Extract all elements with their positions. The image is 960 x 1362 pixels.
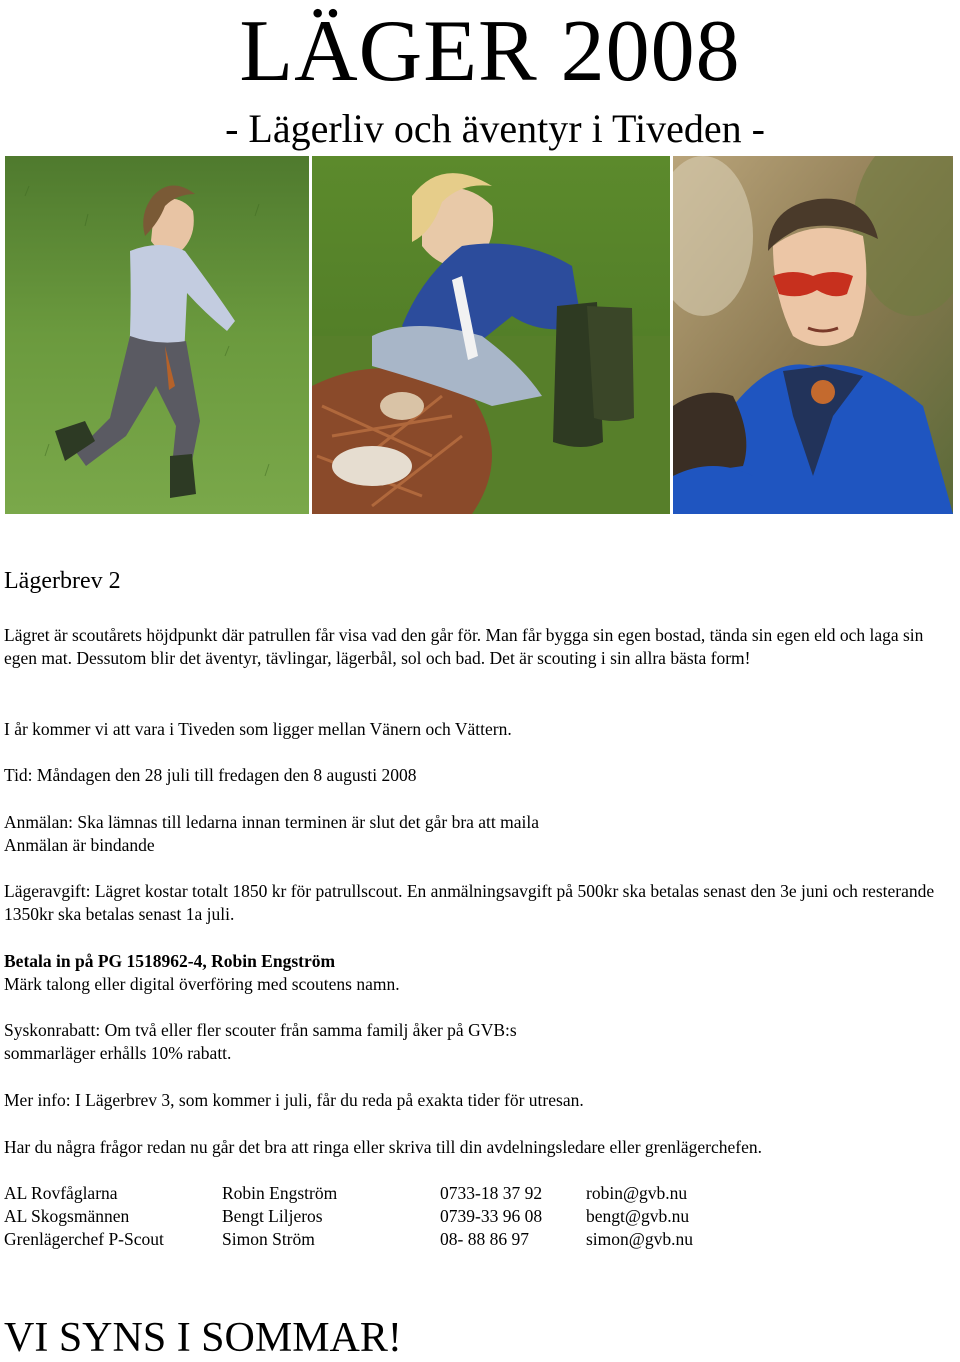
signup-line: Anmälan: Ska lämnas till ledarna innan terminen är slut det går bra att maila [4, 812, 540, 832]
time-paragraph: Tid: Måndagen den 28 juli till fredagen den 8 augusti 2008 [4, 765, 417, 785]
contact-row [4, 1205, 786, 1228]
contact-email: bengt@gvb.nu [586, 1206, 690, 1226]
payment-note: Märk talong eller digital överföring med scoutens namn. [4, 974, 400, 994]
contact-phone: 0733-18 37 92 [440, 1183, 543, 1203]
payment-instruction: Betala in på PG 1518962-4, Robin Engström [4, 951, 336, 971]
contact-list [4, 1182, 786, 1251]
contact-name: Bengt Liljeros [222, 1206, 323, 1226]
more-info-paragraph: Mer info: I Lägerbrev 3, som kommer i juli, får du reda på exakta tider för utresan. [4, 1090, 584, 1110]
signup-binding-line: Anmälan är bindande [4, 835, 155, 855]
letter-heading: Lägerbrev 2 [4, 568, 121, 594]
contact-email: robin@gvb.nu [586, 1183, 688, 1203]
contact-name: Simon Ström [222, 1229, 315, 1249]
scout-boy-sunglasses-photo [673, 156, 953, 514]
location-paragraph: I år kommer vi att vara i Tiveden som ligger mellan Vänern och Vättern. [4, 719, 512, 739]
contact-email: simon@gvb.nu [586, 1229, 694, 1249]
contact-name: Robin Engström [222, 1183, 338, 1203]
contact-role: AL Skogsmännen [4, 1206, 130, 1226]
running-girl-photo [5, 156, 309, 514]
intro-paragraph: Lägret är scoutårets höjdpunkt där patrullen får visa vad den går för. Man får bygga sin egen bostad, tända sin egen eld och laga sin egen mat. Dessutom blir det äventyr, tävlingar, lägerbål, sol och bad. Det är scouting i sin allra bästa form! [4, 625, 924, 668]
questions-paragraph: Har du några frågor redan nu går det bra att ringa eller skriva till din avdelningsledare eller grenlägerchefen. [4, 1137, 762, 1157]
page-subtitle: - Lägerliv och äventyr i Tiveden - [225, 106, 765, 151]
closing-line: VI SYNS I SOMMAR! [4, 1315, 402, 1361]
contact-phone: 08- 88 86 97 [440, 1229, 529, 1249]
contact-phone: 0739-33 96 08 [440, 1206, 543, 1226]
contact-row [4, 1228, 786, 1251]
page-title: LÄGER 2008 [239, 3, 741, 100]
contact-role: AL Rovfåglarna [4, 1183, 118, 1203]
contact-role: Grenlägerchef P-Scout [4, 1229, 164, 1249]
fee-paragraph: Lägeravgift: Lägret kostar totalt 1850 kr för patrullscout. En anmälningsavgift på 500kr ska betalas senast den 3e juni och resterande 1350kr ska betalas senast 1a juli. [4, 881, 935, 924]
contact-row [4, 1182, 786, 1205]
sibling-discount-line: Syskonrabatt: Om två eller fler scouter från samma familj åker på GVB:s [4, 1020, 517, 1040]
scout-carving-wood-photo [312, 156, 670, 514]
sibling-discount-line-2: sommarläger erhålls 10% rabatt. [4, 1043, 232, 1063]
